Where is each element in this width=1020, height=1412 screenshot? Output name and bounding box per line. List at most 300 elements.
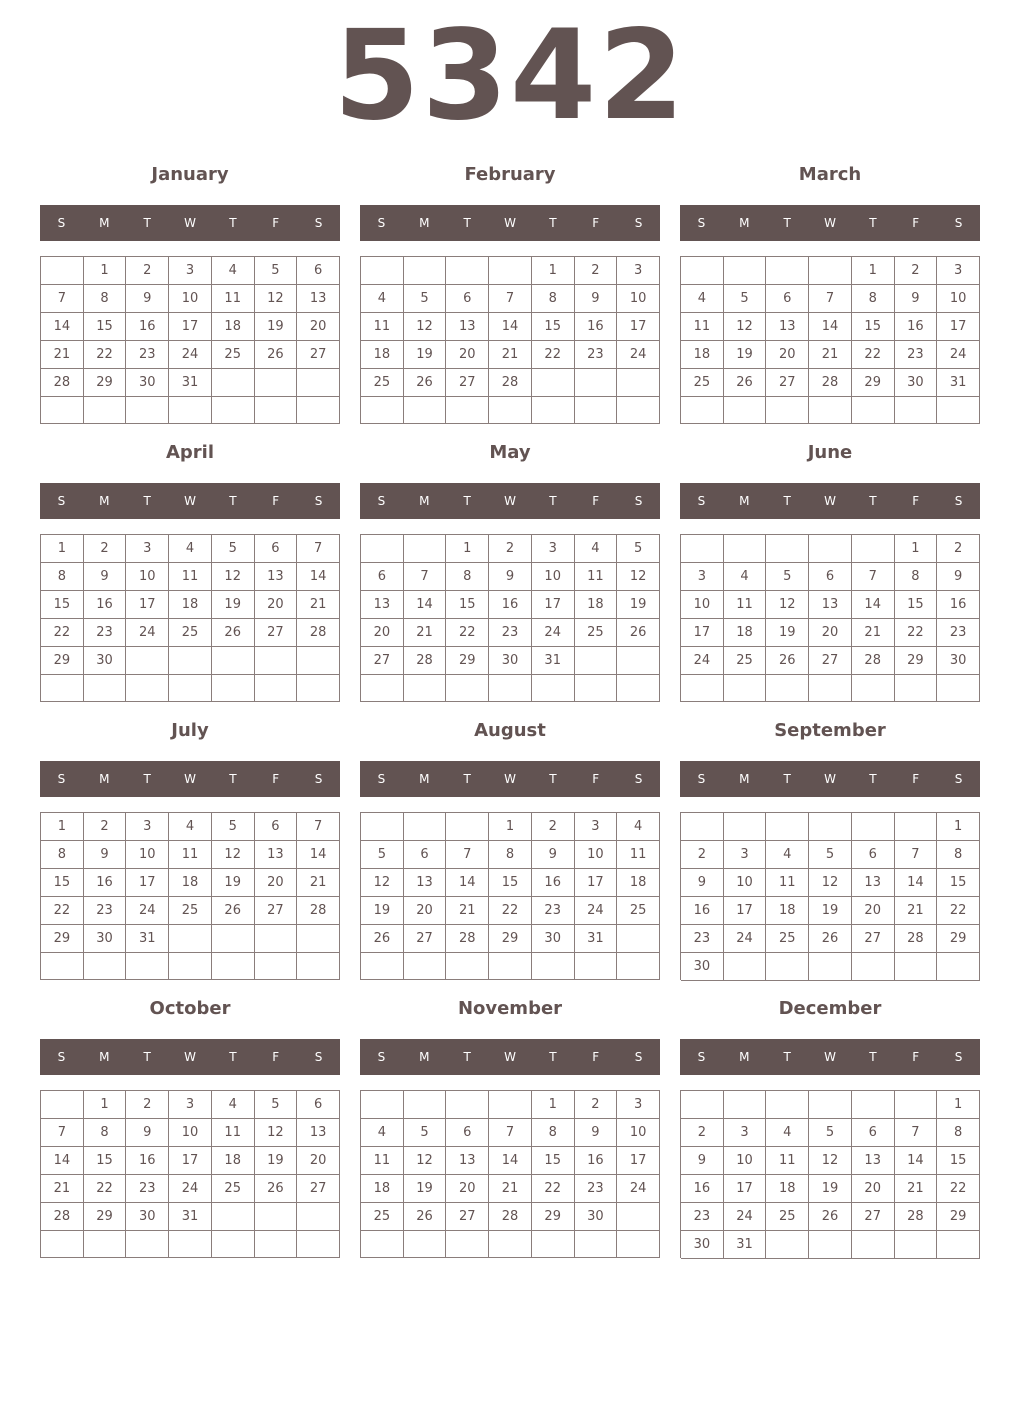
- empty-day-cell: [681, 257, 724, 285]
- day-cell: 8: [532, 1119, 575, 1147]
- month-name: February: [464, 164, 556, 185]
- empty-day-cell: [766, 1091, 809, 1119]
- day-cell: 8: [532, 285, 575, 313]
- empty-day-cell: [212, 369, 255, 397]
- day-cell: 22: [84, 1175, 127, 1203]
- empty-day-cell: [852, 1091, 895, 1119]
- day-cell: 8: [446, 563, 489, 591]
- day-cell: 1: [532, 257, 575, 285]
- empty-day-cell: [169, 647, 212, 675]
- day-cell: 19: [404, 1175, 447, 1203]
- day-cell: 23: [84, 897, 127, 925]
- day-cell: 18: [169, 869, 212, 897]
- day-cell: 12: [404, 313, 447, 341]
- weekday-label: F: [912, 494, 920, 508]
- empty-day-cell: [766, 397, 809, 424]
- empty-day-cell: [724, 675, 767, 702]
- month-december: [680, 994, 980, 1259]
- empty-day-cell: [575, 397, 618, 424]
- day-cell: 11: [681, 313, 724, 341]
- day-cell: 15: [446, 591, 489, 619]
- day-cell: 13: [766, 313, 809, 341]
- day-cell: 23: [895, 341, 938, 369]
- day-cell: 9: [126, 1119, 169, 1147]
- day-cell: 23: [681, 925, 724, 953]
- month-name: August: [474, 720, 546, 741]
- empty-day-cell: [212, 1203, 255, 1231]
- day-cell: 17: [724, 897, 767, 925]
- weekday-label: S: [634, 494, 643, 508]
- day-cell: 21: [41, 1175, 84, 1203]
- empty-day-cell: [895, 953, 938, 981]
- day-cell: 5: [255, 1091, 298, 1119]
- weekday-label: T: [463, 772, 471, 786]
- day-cell: 28: [297, 619, 340, 647]
- day-cell: 26: [809, 925, 852, 953]
- day-cell: 15: [41, 591, 84, 619]
- empty-day-cell: [489, 1231, 532, 1258]
- empty-day-cell: [404, 953, 447, 980]
- day-cell: 24: [532, 619, 575, 647]
- weekday-label: S: [314, 494, 323, 508]
- day-cell: 22: [937, 1175, 980, 1203]
- day-grid: [680, 534, 980, 702]
- day-cell: 12: [212, 563, 255, 591]
- day-cell: 13: [446, 313, 489, 341]
- weekday-label: T: [229, 494, 237, 508]
- empty-day-cell: [895, 397, 938, 424]
- weekday-label: M: [419, 494, 430, 508]
- empty-day-cell: [212, 397, 255, 424]
- day-cell: 26: [212, 897, 255, 925]
- day-cell: 27: [446, 1203, 489, 1231]
- day-cell: 10: [681, 591, 724, 619]
- month-name: May: [489, 442, 531, 463]
- weekday-label: F: [912, 1050, 920, 1064]
- day-cell: 27: [446, 369, 489, 397]
- day-cell: 20: [297, 313, 340, 341]
- empty-day-cell: [446, 953, 489, 980]
- empty-day-cell: [297, 369, 340, 397]
- day-cell: 24: [681, 647, 724, 675]
- day-cell: 29: [41, 647, 84, 675]
- weekday-header: [40, 761, 340, 797]
- empty-day-cell: [532, 369, 575, 397]
- day-cell: 6: [766, 285, 809, 313]
- day-cell: 3: [169, 1091, 212, 1119]
- day-cell: 13: [809, 591, 852, 619]
- day-cell: 19: [255, 313, 298, 341]
- day-cell: 30: [84, 647, 127, 675]
- empty-day-cell: [617, 647, 660, 675]
- day-cell: 12: [724, 313, 767, 341]
- day-cell: 9: [575, 1119, 618, 1147]
- day-cell: 21: [489, 341, 532, 369]
- day-cell: 2: [681, 1119, 724, 1147]
- day-cell: 20: [766, 341, 809, 369]
- empty-day-cell: [681, 1091, 724, 1119]
- day-cell: 3: [126, 813, 169, 841]
- day-cell: 2: [575, 1091, 618, 1119]
- day-cell: 11: [617, 841, 660, 869]
- month-august: [360, 716, 660, 981]
- day-grid: [360, 534, 660, 702]
- day-cell: 4: [575, 535, 618, 563]
- day-cell: 19: [404, 341, 447, 369]
- empty-day-cell: [575, 647, 618, 675]
- day-cell: 23: [575, 1175, 618, 1203]
- empty-day-cell: [297, 953, 340, 980]
- day-cell: 11: [766, 869, 809, 897]
- day-cell: 1: [852, 257, 895, 285]
- day-grid: [40, 1090, 340, 1258]
- day-cell: 5: [809, 841, 852, 869]
- day-cell: 16: [681, 897, 724, 925]
- empty-day-cell: [532, 397, 575, 424]
- weekday-label: S: [57, 216, 66, 230]
- day-cell: 28: [446, 925, 489, 953]
- day-cell: 18: [766, 1175, 809, 1203]
- day-cell: 3: [575, 813, 618, 841]
- month-february: [360, 160, 660, 425]
- day-cell: 4: [169, 535, 212, 563]
- weekday-label: W: [184, 1050, 196, 1064]
- empty-day-cell: [404, 397, 447, 424]
- empty-day-cell: [297, 1203, 340, 1231]
- day-cell: 5: [404, 285, 447, 313]
- month-name: October: [149, 998, 231, 1019]
- day-cell: 25: [212, 341, 255, 369]
- weekday-header: [40, 483, 340, 519]
- day-cell: 18: [361, 1175, 404, 1203]
- day-cell: 19: [361, 897, 404, 925]
- empty-day-cell: [895, 1231, 938, 1259]
- day-cell: 6: [446, 285, 489, 313]
- day-cell: 2: [575, 257, 618, 285]
- day-cell: 12: [766, 591, 809, 619]
- weekday-label: T: [869, 1050, 877, 1064]
- day-cell: 20: [255, 591, 298, 619]
- day-cell: 6: [297, 1091, 340, 1119]
- day-cell: 17: [681, 619, 724, 647]
- year-title: 5342: [333, 4, 687, 148]
- empty-day-cell: [489, 397, 532, 424]
- empty-day-cell: [766, 535, 809, 563]
- day-cell: 31: [724, 1231, 767, 1259]
- day-cell: 19: [212, 869, 255, 897]
- day-cell: 17: [169, 313, 212, 341]
- day-cell: 12: [212, 841, 255, 869]
- day-cell: 9: [937, 563, 980, 591]
- empty-day-cell: [255, 1231, 298, 1258]
- day-cell: 14: [297, 563, 340, 591]
- day-cell: 9: [681, 869, 724, 897]
- empty-day-cell: [489, 257, 532, 285]
- day-cell: 17: [532, 591, 575, 619]
- weekday-label: F: [592, 216, 600, 230]
- day-cell: 8: [937, 1119, 980, 1147]
- day-cell: 29: [41, 925, 84, 953]
- day-cell: 17: [617, 313, 660, 341]
- day-cell: 25: [169, 619, 212, 647]
- empty-day-cell: [575, 1231, 618, 1258]
- day-cell: 14: [297, 841, 340, 869]
- day-cell: 13: [404, 869, 447, 897]
- empty-day-cell: [532, 1231, 575, 1258]
- day-cell: 18: [575, 591, 618, 619]
- day-cell: 23: [532, 897, 575, 925]
- day-cell: 1: [41, 813, 84, 841]
- weekday-label: S: [314, 216, 323, 230]
- empty-day-cell: [169, 1231, 212, 1258]
- day-cell: 26: [617, 619, 660, 647]
- empty-day-cell: [681, 535, 724, 563]
- empty-day-cell: [84, 675, 127, 702]
- day-cell: 24: [575, 897, 618, 925]
- day-cell: 15: [489, 869, 532, 897]
- day-cell: 20: [255, 869, 298, 897]
- day-cell: 5: [809, 1119, 852, 1147]
- month-name: January: [151, 164, 229, 185]
- day-cell: 25: [169, 897, 212, 925]
- empty-day-cell: [809, 1091, 852, 1119]
- day-cell: 14: [41, 1147, 84, 1175]
- day-cell: 1: [84, 1091, 127, 1119]
- day-grid: [40, 256, 340, 424]
- weekday-label: S: [57, 1050, 66, 1064]
- day-cell: 12: [255, 285, 298, 313]
- empty-day-cell: [575, 675, 618, 702]
- day-cell: 13: [852, 1147, 895, 1175]
- empty-day-cell: [126, 1231, 169, 1258]
- day-cell: 16: [126, 1147, 169, 1175]
- empty-day-cell: [404, 1091, 447, 1119]
- empty-day-cell: [255, 1203, 298, 1231]
- weekday-header: [680, 761, 980, 797]
- day-cell: 20: [446, 341, 489, 369]
- day-cell: 21: [297, 591, 340, 619]
- empty-day-cell: [169, 397, 212, 424]
- month-june: [680, 438, 980, 703]
- empty-day-cell: [852, 675, 895, 702]
- day-cell: 26: [404, 1203, 447, 1231]
- day-cell: 15: [84, 313, 127, 341]
- empty-day-cell: [169, 925, 212, 953]
- empty-day-cell: [404, 535, 447, 563]
- empty-day-cell: [617, 925, 660, 953]
- day-cell: 19: [255, 1147, 298, 1175]
- day-cell: 2: [84, 535, 127, 563]
- day-cell: 15: [895, 591, 938, 619]
- weekday-label: M: [739, 1050, 750, 1064]
- day-cell: 18: [361, 341, 404, 369]
- day-cell: 27: [297, 1175, 340, 1203]
- empty-day-cell: [255, 925, 298, 953]
- weekday-header: [40, 1039, 340, 1075]
- empty-day-cell: [212, 925, 255, 953]
- empty-day-cell: [489, 953, 532, 980]
- weekday-label: S: [697, 216, 706, 230]
- day-cell: 25: [361, 1203, 404, 1231]
- weekday-label: T: [549, 494, 557, 508]
- day-cell: 11: [212, 1119, 255, 1147]
- day-cell: 22: [41, 897, 84, 925]
- day-cell: 31: [575, 925, 618, 953]
- weekday-label: S: [954, 494, 963, 508]
- day-cell: 18: [681, 341, 724, 369]
- day-cell: 19: [809, 1175, 852, 1203]
- empty-day-cell: [617, 953, 660, 980]
- weekday-label: S: [57, 772, 66, 786]
- day-cell: 20: [852, 897, 895, 925]
- day-grid: [680, 1090, 980, 1258]
- empty-day-cell: [169, 675, 212, 702]
- day-cell: 13: [255, 841, 298, 869]
- day-cell: 24: [724, 925, 767, 953]
- day-cell: 27: [852, 1203, 895, 1231]
- day-cell: 19: [809, 897, 852, 925]
- empty-day-cell: [446, 1231, 489, 1258]
- day-cell: 16: [575, 313, 618, 341]
- empty-day-cell: [766, 257, 809, 285]
- weekday-label: F: [912, 216, 920, 230]
- day-cell: 26: [766, 647, 809, 675]
- day-cell: 14: [489, 313, 532, 341]
- empty-day-cell: [489, 1091, 532, 1119]
- month-september: [680, 716, 980, 981]
- day-cell: 25: [212, 1175, 255, 1203]
- day-cell: 13: [446, 1147, 489, 1175]
- day-cell: 10: [617, 285, 660, 313]
- weekday-header: [360, 1039, 660, 1075]
- day-cell: 25: [766, 1203, 809, 1231]
- day-cell: 18: [766, 897, 809, 925]
- day-cell: 16: [532, 869, 575, 897]
- day-cell: 3: [617, 257, 660, 285]
- empty-day-cell: [809, 257, 852, 285]
- empty-day-cell: [212, 675, 255, 702]
- day-cell: 5: [255, 257, 298, 285]
- day-cell: 3: [724, 1119, 767, 1147]
- day-cell: 12: [617, 563, 660, 591]
- day-cell: 5: [404, 1119, 447, 1147]
- empty-day-cell: [84, 953, 127, 980]
- empty-day-cell: [575, 369, 618, 397]
- weekday-label: T: [143, 494, 151, 508]
- empty-day-cell: [937, 675, 980, 702]
- day-cell: 21: [895, 897, 938, 925]
- day-cell: 11: [766, 1147, 809, 1175]
- empty-day-cell: [41, 397, 84, 424]
- day-cell: 4: [169, 813, 212, 841]
- day-cell: 28: [297, 897, 340, 925]
- day-cell: 24: [126, 897, 169, 925]
- day-cell: 21: [809, 341, 852, 369]
- day-cell: 24: [617, 1175, 660, 1203]
- day-cell: 5: [212, 535, 255, 563]
- day-cell: 27: [361, 647, 404, 675]
- empty-day-cell: [852, 1231, 895, 1259]
- day-cell: 5: [212, 813, 255, 841]
- day-cell: 17: [126, 591, 169, 619]
- day-cell: 16: [895, 313, 938, 341]
- day-cell: 16: [681, 1175, 724, 1203]
- weekday-label: M: [739, 216, 750, 230]
- day-cell: 12: [361, 869, 404, 897]
- day-cell: 31: [169, 369, 212, 397]
- day-cell: 29: [489, 925, 532, 953]
- day-cell: 27: [255, 897, 298, 925]
- day-cell: 6: [255, 813, 298, 841]
- day-cell: 24: [617, 341, 660, 369]
- day-cell: 31: [126, 925, 169, 953]
- day-cell: 30: [489, 647, 532, 675]
- weekday-label: S: [697, 494, 706, 508]
- day-cell: 9: [489, 563, 532, 591]
- day-cell: 9: [532, 841, 575, 869]
- weekday-label: M: [739, 772, 750, 786]
- month-april: [40, 438, 340, 703]
- weekday-label: M: [739, 494, 750, 508]
- day-cell: 1: [489, 813, 532, 841]
- weekday-label: T: [463, 216, 471, 230]
- weekday-label: F: [272, 216, 280, 230]
- empty-day-cell: [617, 1231, 660, 1258]
- day-cell: 6: [809, 563, 852, 591]
- empty-day-cell: [895, 1091, 938, 1119]
- day-grid: [360, 812, 660, 980]
- day-cell: 30: [937, 647, 980, 675]
- weekday-label: M: [99, 1050, 110, 1064]
- day-cell: 7: [809, 285, 852, 313]
- day-cell: 28: [895, 925, 938, 953]
- month-name: December: [778, 998, 882, 1019]
- day-cell: 4: [361, 285, 404, 313]
- day-cell: 15: [41, 869, 84, 897]
- day-cell: 2: [937, 535, 980, 563]
- day-cell: 4: [212, 1091, 255, 1119]
- day-cell: 6: [404, 841, 447, 869]
- day-cell: 2: [84, 813, 127, 841]
- day-cell: 19: [724, 341, 767, 369]
- day-cell: 23: [489, 619, 532, 647]
- empty-day-cell: [852, 813, 895, 841]
- weekday-header: [360, 483, 660, 519]
- day-cell: 28: [895, 1203, 938, 1231]
- day-cell: 27: [766, 369, 809, 397]
- day-cell: 13: [297, 1119, 340, 1147]
- weekday-label: T: [549, 772, 557, 786]
- day-cell: 30: [126, 1203, 169, 1231]
- day-cell: 28: [41, 369, 84, 397]
- day-cell: 6: [446, 1119, 489, 1147]
- day-cell: 22: [84, 341, 127, 369]
- day-cell: 28: [41, 1203, 84, 1231]
- empty-day-cell: [404, 675, 447, 702]
- empty-day-cell: [255, 675, 298, 702]
- day-cell: 26: [255, 1175, 298, 1203]
- empty-day-cell: [852, 397, 895, 424]
- month-march: [680, 160, 980, 425]
- day-cell: 12: [809, 869, 852, 897]
- day-grid: [360, 256, 660, 424]
- month-july: [40, 716, 340, 981]
- day-cell: 24: [937, 341, 980, 369]
- day-cell: 30: [126, 369, 169, 397]
- weekday-label: S: [377, 1050, 386, 1064]
- empty-day-cell: [617, 397, 660, 424]
- empty-day-cell: [937, 1231, 980, 1259]
